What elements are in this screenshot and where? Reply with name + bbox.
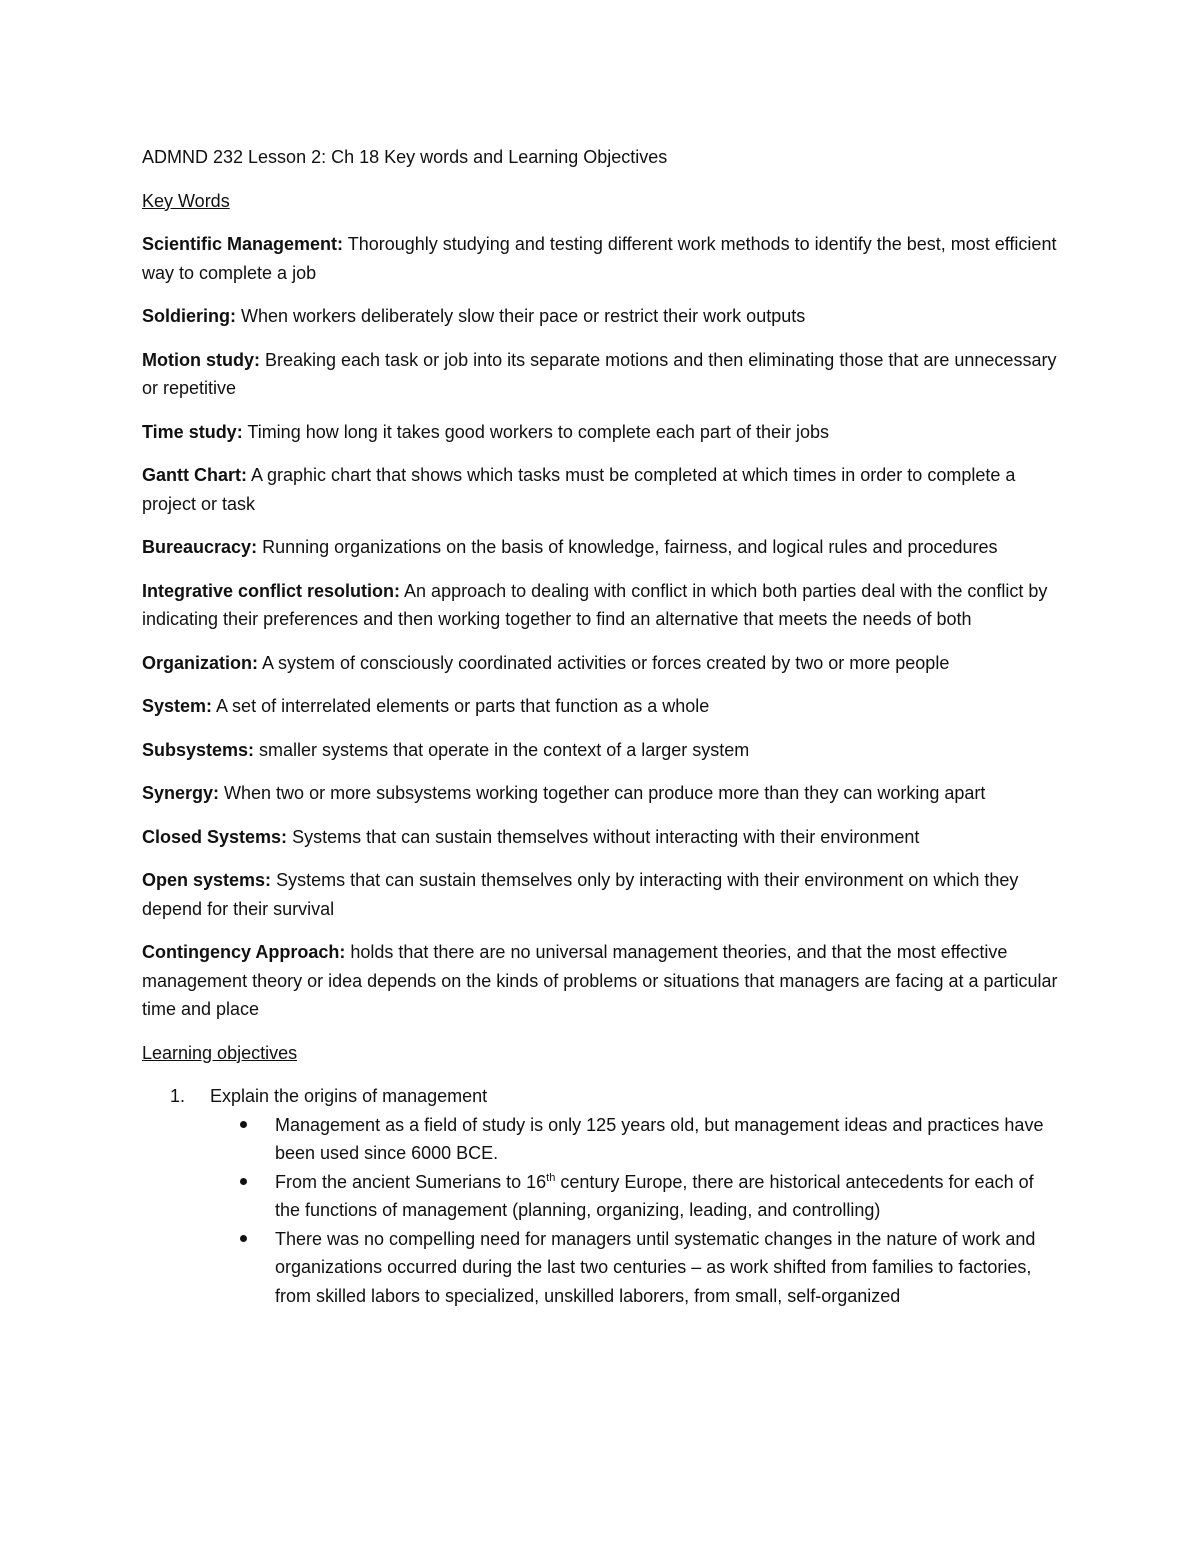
key-word-term: Soldiering: <box>142 306 236 326</box>
objective-item <box>170 1082 1062 1310</box>
objective-bullet <box>240 1111 1062 1168</box>
bullet-icon <box>240 1235 247 1242</box>
key-word-definition: A system of consciously coordinated activities or forces created by two or more people <box>258 652 950 673</box>
key-word-definition: An approach to dealing with conflict in which both parties deal with the conflict by indicating their preferences and then working together to find an alternative that meets the needs of both <box>142 580 1048 629</box>
learning-objectives-list <box>142 1082 1062 1310</box>
key-word-definition: Thoroughly studying and testing different work methods to identify the best, most efficient way to complete a job <box>142 234 1057 283</box>
key-word-definition: When workers deliberately slow their pace or restrict their work outputs <box>236 306 806 326</box>
key-word-term: Scientific Management: <box>142 234 344 254</box>
document-page <box>142 143 1062 1310</box>
document-title: ADMND 232 Lesson 2: Ch 18 Key words and Learning Objectives <box>142 147 668 167</box>
key-word-definition: Systems that can sustain themselves only by interacting with their environment on which they depend for their survival <box>142 870 1019 919</box>
key-word-entry <box>142 346 1062 403</box>
bullet-icon <box>240 1178 247 1185</box>
objective-bullet <box>240 1168 1062 1225</box>
key-word-term: Gantt Chart: <box>142 465 247 485</box>
key-word-definition: Breaking each task or job into its separate motions and then eliminating those that are unnecessary or repetitive <box>142 349 1057 398</box>
bullet-text: Management as a field of study is only 125 years old, but management ideas and practices have been used since 6000 BCE. <box>275 1114 1044 1163</box>
key-word-definition: Running organizations on the basis of knowledge, fairness, and logical rules and procedures <box>257 537 998 557</box>
key-word-entry <box>142 418 1062 447</box>
key-word-entry <box>142 230 1062 287</box>
key-word-definition: A set of interrelated elements or parts that function as a whole <box>212 696 710 716</box>
key-word-entry <box>142 649 1062 678</box>
key-word-entry <box>142 866 1062 923</box>
key-words-heading: Key Words <box>142 190 230 211</box>
bullet-text-pre: From the ancient Sumerians to 16 <box>275 1171 547 1192</box>
key-word-definition: A graphic chart that shows which tasks must be completed at which times in order to complete a project or task <box>142 465 1016 514</box>
key-word-term: Integrative conflict resolution: <box>142 580 401 601</box>
objective-number: 1. <box>170 1086 186 1106</box>
key-word-entry <box>142 302 1062 331</box>
key-word-definition: holds that there are no universal management theories, and that the most effective management theory or idea depends on the kinds of problems or situations that managers are facing at a particular time and place <box>142 942 1058 1019</box>
key-word-term: Contingency Approach: <box>142 942 346 962</box>
learning-objectives-heading: Learning objectives <box>142 1042 298 1063</box>
objective-text: Explain the origins of management <box>210 1086 488 1106</box>
objective-bullet <box>240 1225 1062 1311</box>
key-word-term: System: <box>142 696 213 716</box>
key-word-term: Motion study: <box>142 349 260 370</box>
key-word-definition: Timing how long it takes good workers to complete each part of their jobs <box>242 421 829 442</box>
key-word-entry <box>142 736 1062 765</box>
key-word-term: Time study: <box>142 421 243 442</box>
key-word-definition: smaller systems that operate in the context of a larger system <box>254 739 750 760</box>
bullet-text-post: century Europe, there are historical antecedents for each of the functions of management (planning, organizing, leading, and controlling) <box>275 1171 1034 1220</box>
key-word-entry <box>142 692 1062 721</box>
key-word-term: Bureaucracy: <box>142 537 258 557</box>
key-word-term: Organization: <box>142 652 258 673</box>
objective-bullet-list <box>210 1111 1062 1311</box>
key-word-entry <box>142 577 1062 634</box>
key-word-entry <box>142 533 1062 562</box>
key-word-definition: When two or more subsystems working together can produce more than they can working apart <box>219 783 986 803</box>
key-word-term: Closed Systems: <box>142 826 288 847</box>
key-word-entry <box>142 823 1062 852</box>
key-word-term: Open systems: <box>142 870 272 890</box>
key-word-entry <box>142 461 1062 518</box>
key-word-term: Synergy: <box>142 783 220 803</box>
key-word-entry <box>142 938 1062 1024</box>
key-word-entry <box>142 779 1062 808</box>
bullet-text: There was no compelling need for managers until systematic changes in the nature of work and organizations occurred during the last two centuries – as work shifted from families to factories, from skilled labors to specialized, unskilled laborers, from small, self-organized <box>275 1228 1036 1306</box>
key-word-term: Subsystems: <box>142 739 255 760</box>
bullet-icon <box>240 1121 247 1128</box>
bullet-superscript: th <box>546 1171 556 1184</box>
key-word-definition: Systems that can sustain themselves without interacting with their environment <box>287 826 920 847</box>
